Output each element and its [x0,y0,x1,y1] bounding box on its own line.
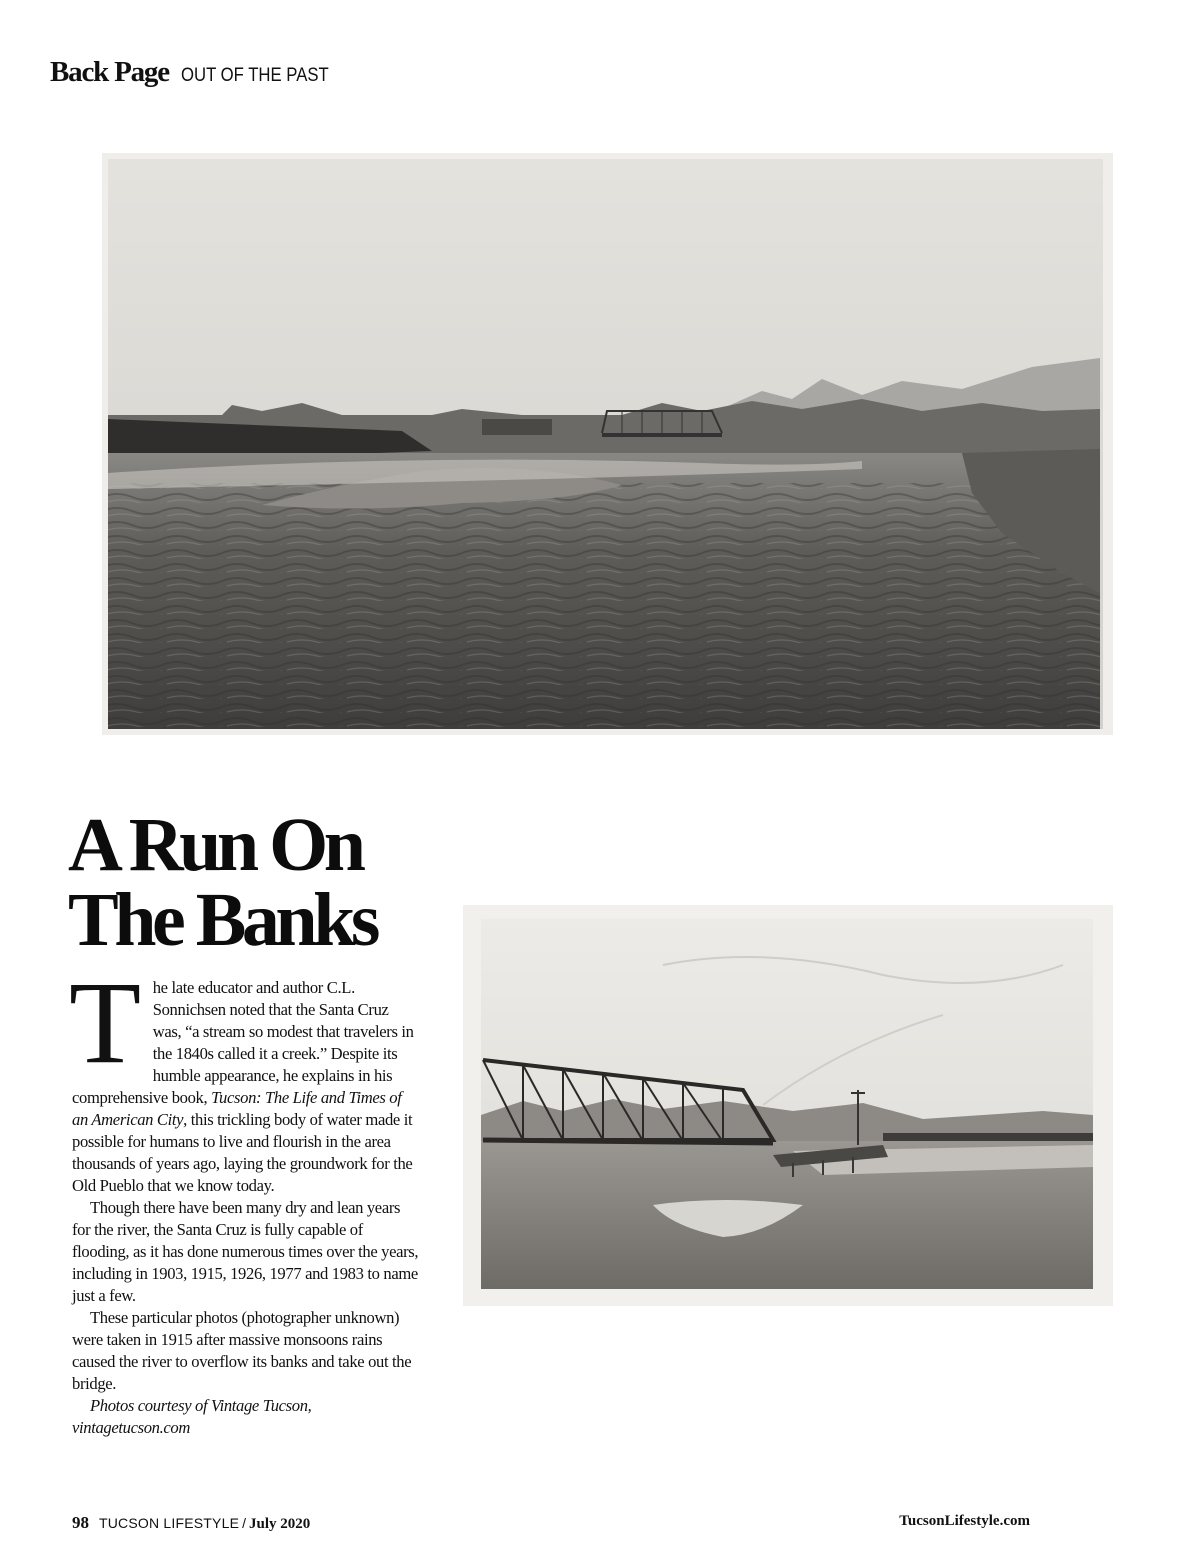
paragraph-1-start: he late educator and author C.L. Sonnichsen noted that the Santa Cruz was, “a stream so modest that travelers in the 1840s called it a creek.” Despite its humble appearance, he explains in his comprehensive book, [72,978,414,1107]
article-headline [68,803,376,962]
flood-river-photo [102,153,1113,735]
section-kicker: OUT OF THE PAST [180,65,329,86]
headline-line-2: The Banks [68,878,376,962]
issue-date: July 2020 [249,1516,311,1532]
website-link[interactable]: TucsonLifestyle.com [899,1513,1030,1529]
section-label: Back Page [50,56,169,88]
photo-credit: Photos courtesy of Vintage Tucson, vintagetucson.com [72,1396,312,1437]
page-footer [72,1513,310,1533]
page-header [50,56,349,89]
collapsed-bridge-photo [463,905,1113,1306]
article-paragraph-3: These particular photos (photographer unknown) were taken in 1915 after massive monsoons rains caused the river to overflow its banks and take out the bridge. [72,1308,412,1393]
article-body [69,957,420,1439]
footer-separator: / [242,1515,247,1531]
drop-cap: T [69,957,141,1088]
magazine-name: TUCSON LIFESTYLE [99,1515,240,1531]
article-paragraph-1 [69,957,420,1197]
paragraph-1-end: , this trickling body of water made it possible for humans to live and flourish in the area thousands of years ago, laying the groundwork for the Old Pueblo that we know today. [72,1110,413,1195]
page-number: 98 [72,1513,89,1532]
book-title: Tucson: The Life and Times of an American City [72,1088,402,1129]
headline-line-1: A Run On [68,803,362,887]
article-paragraph-2: Though there have been many dry and lean years for the river, the Santa Cruz is fully capable of flooding, as it has done numerous times over the years, including in 1903, 1915, 1926, 1977 and 1983 to name just a few. [72,1198,419,1305]
